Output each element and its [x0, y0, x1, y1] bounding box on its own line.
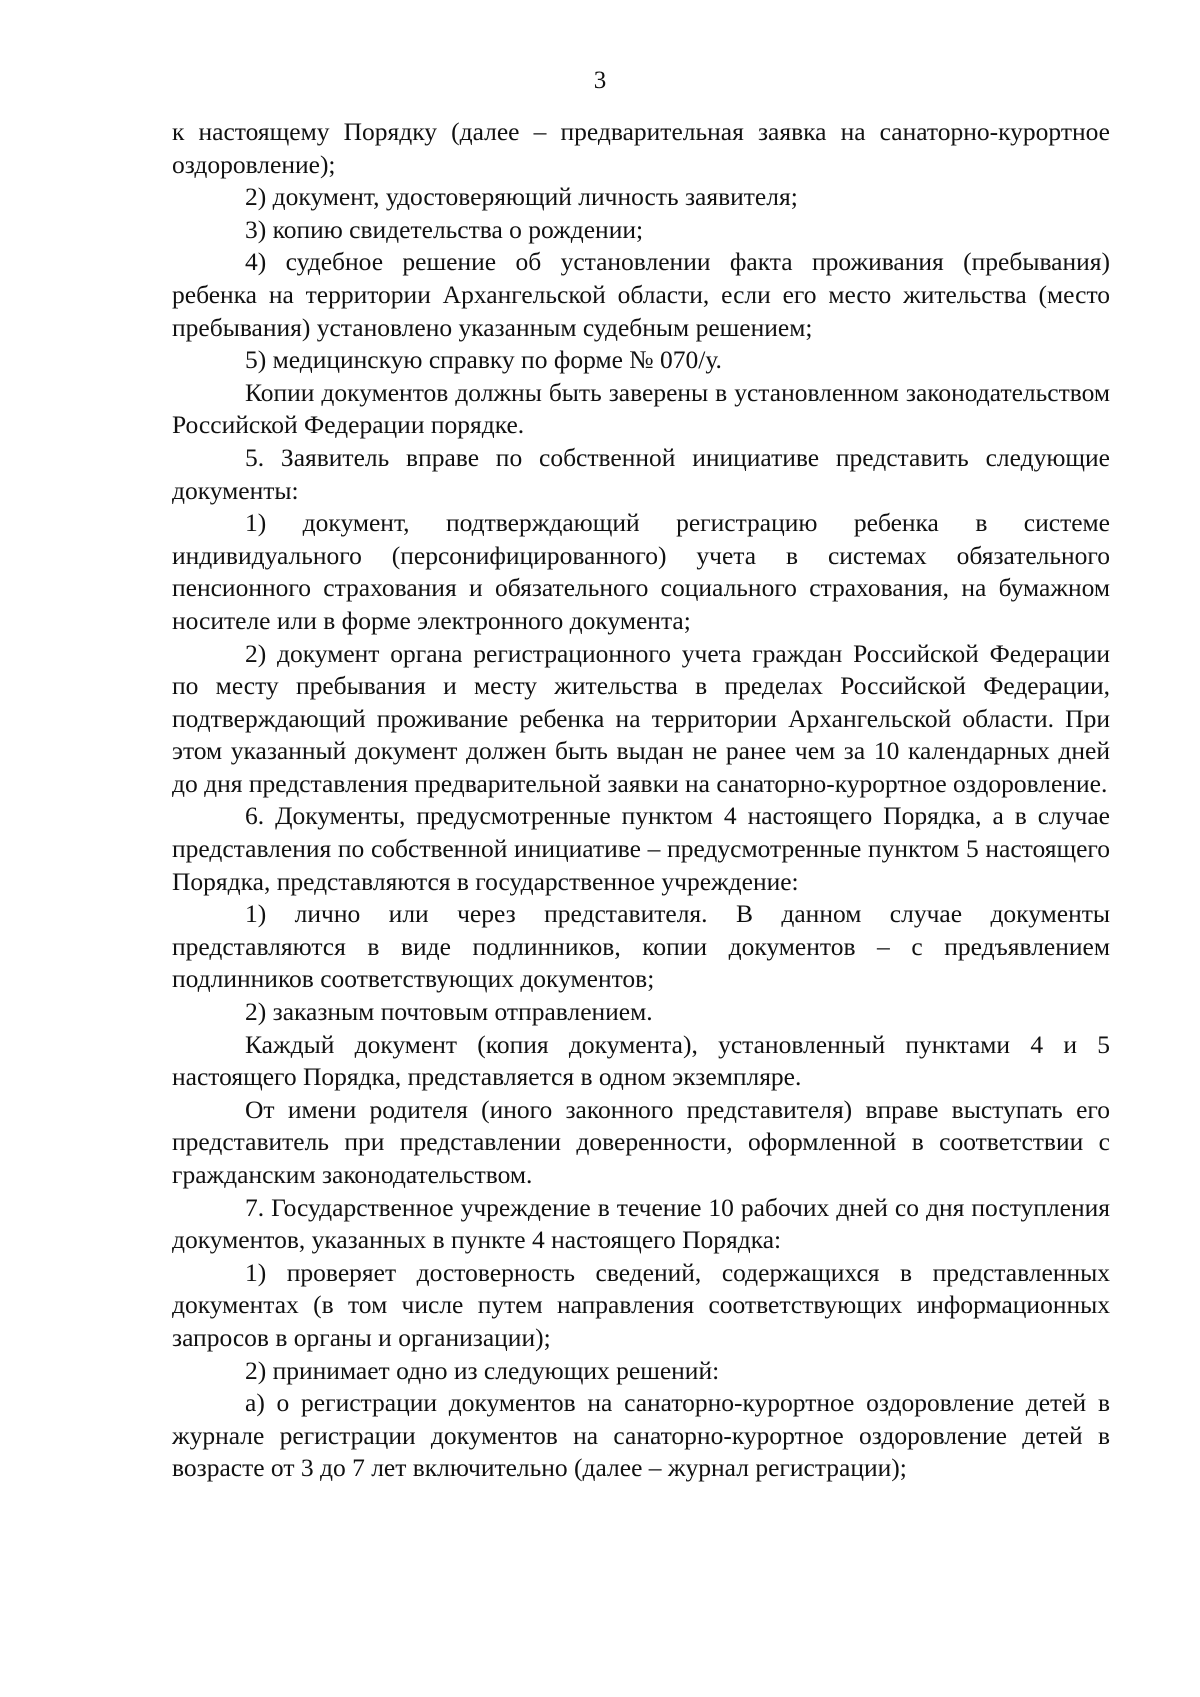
paragraph: 5) медицинскую справку по форме № 070/у. — [245, 345, 722, 375]
paragraph: 4) судебное решение об установлении факта проживания (пребывания) ребенка на территории Архангельской области, если его место жительства (место пребывания) установлено указанным судебным решением; — [172, 247, 1110, 342]
paragraph: 1) проверяет достоверность сведений, содержащихся в представленных документах (в том числе путем направления соответствующих информационных запросов в органы и организации); — [172, 1257, 1110, 1352]
paragraph: 2) документ органа регистрационного учета граждан Российской Федерации по месту пребывания и месту жительства в пределах Российской Федерации, подтверждающий проживание ребенка на территории Архангельской области. При этом указанный документ должен быть выдан не ранее чем за 10 календарных дней до дня представления предварительной заявки на санаторно-курортное оздоровление. — [172, 638, 1110, 798]
document-body — [172, 116, 1110, 1485]
page-number: 3 — [593, 67, 607, 94]
paragraph: 2) документ, удостоверяющий личность заявителя; — [245, 182, 798, 212]
paragraph: а) о регистрации документов на санаторно-курортное оздоровление детей в журнале регистрации документов на санаторно-курортное оздоровление детей в возрасте от 3 до 7 лет включительно (далее – журнал регистрации); — [172, 1388, 1110, 1483]
paragraph: 2) принимает одно из следующих решений: — [245, 1355, 720, 1385]
paragraph: 2) заказным почтовым отправлением. — [245, 997, 653, 1027]
paragraph: 1) документ, подтверждающий регистрацию ребенка в системе индивидуального (персонифицированного) учета в системах обязательного пенсионного страхования и обязательного социального страхования, на бумажном носителе или в форме электронного документа; — [172, 508, 1110, 635]
paragraph: 5. Заявитель вправе по собственной инициативе представить следующие документы: — [172, 442, 1110, 505]
paragraph: Каждый документ (копия документа), установленный пунктами 4 и 5 настоящего Порядка, представляется в одном экземпляре. — [172, 1029, 1110, 1092]
paragraph: 3) копию свидетельства о рождении; — [245, 214, 644, 244]
paragraph: 1) лично или через представителя. В данном случае документы представляются в виде подлинников, копии документов – с предъявлением подлинников соответствующих документов; — [172, 899, 1110, 994]
paragraph: Копии документов должны быть заверены в установленном законодательством Российской Федерации порядке. — [172, 377, 1110, 440]
paragraph: к настоящему Порядку (далее – предварительная заявка на санаторно-курортное оздоровление); — [172, 117, 1110, 179]
paragraph: 6. Документы, предусмотренные пунктом 4 настоящего Порядка, а в случае представления по собственной инициативе – предусмотренные пунктом 5 настоящего Порядка, представляются в государственное учреждение: — [172, 801, 1110, 896]
paragraph: 7. Государственное учреждение в течение 10 рабочих дней со дня поступления документов, указанных в пункте 4 настоящего Порядка: — [172, 1192, 1110, 1255]
paragraph: От имени родителя (иного законного представителя) вправе выступать его представитель при представлении доверенности, оформленной в соответствии с гражданским законодательством. — [172, 1094, 1110, 1189]
